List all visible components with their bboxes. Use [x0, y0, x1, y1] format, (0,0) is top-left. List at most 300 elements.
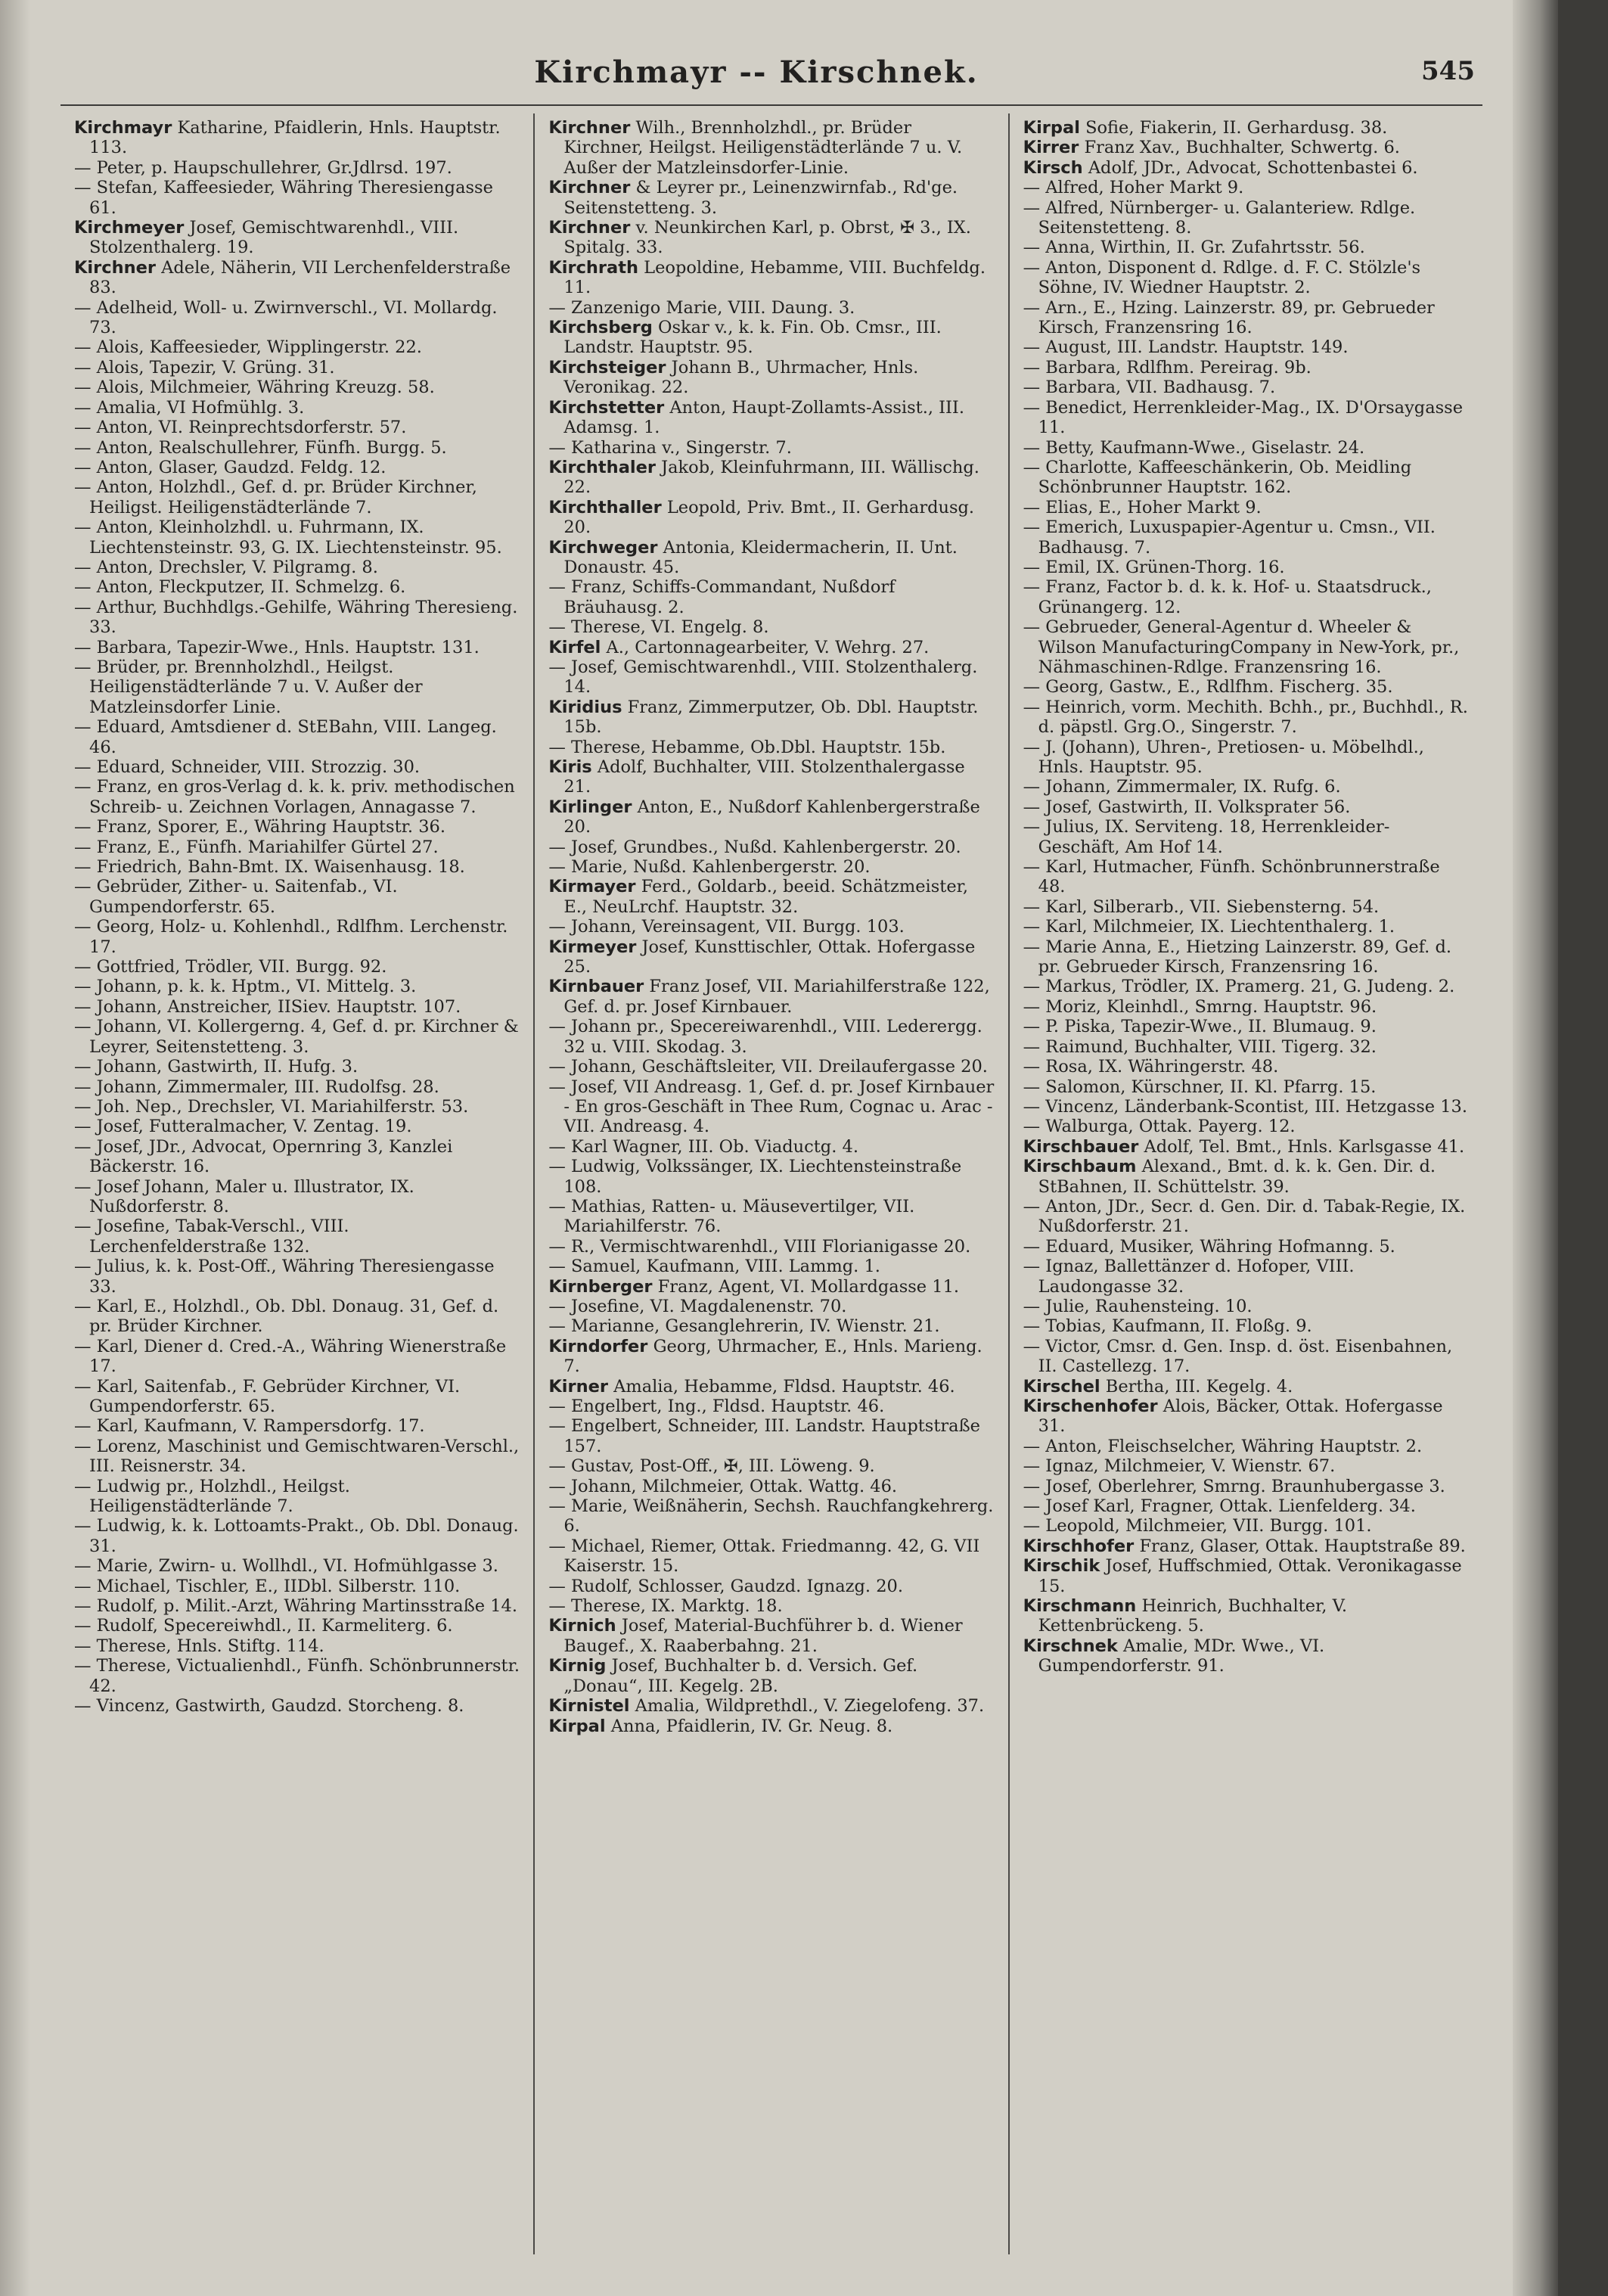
directory-entry — [1023, 1397, 1469, 1437]
entry-surname: Kirchner — [74, 257, 156, 278]
directory-entry — [1023, 1197, 1469, 1237]
entry-surname: Kirchweger — [548, 537, 658, 558]
entry-text: Amalia, Wildprethdl., V. Ziegelofeng. 37. — [635, 1696, 985, 1717]
header-rule — [61, 104, 1482, 106]
entry-surname: Kirschik — [1023, 1556, 1100, 1577]
directory-entry — [1023, 198, 1469, 238]
entry-text: — Johann, Milchmeier, Ottak. Wattg. 46. — [548, 1476, 898, 1496]
directory-entry — [74, 757, 520, 777]
entry-text: — Barbara, VII. Badhausg. 7. — [1023, 377, 1276, 398]
directory-entry — [548, 1416, 994, 1456]
directory-entry — [74, 1377, 520, 1417]
entry-text: — Emil, IX. Grünen-Thorg. 16. — [1023, 557, 1285, 577]
entry-text: Anton, E., Nußdorf Kahlenbergerstraße 20. — [563, 797, 980, 837]
entry-text: — Karl Wagner, III. Ob. Viaductg. 4. — [548, 1136, 858, 1157]
entry-text: — Ludwig, Volkssänger, IX. Liechtensteinstraße 108. — [548, 1157, 962, 1197]
directory-entry — [74, 1616, 520, 1636]
entry-text: — Raimund, Buchhalter, VIII. Tigerg. 32. — [1023, 1036, 1377, 1057]
entry-text: — Anton, Drechsler, V. Pilgramg. 8. — [74, 557, 378, 577]
entry-text: — Alois, Tapezir, V. Grüng. 31. — [74, 357, 335, 377]
entry-text: — Eduard, Amtsdiener d. StEBahn, VIII. Langeg. 46. — [74, 717, 497, 757]
entry-text: — Barbara, Tapezir-Wwe., Hnls. Hauptstr. 131. — [74, 637, 480, 657]
entry-text: — Vincenz, Gastwirth, Gaudzd. Storcheng. 8. — [74, 1696, 464, 1717]
directory-entry — [548, 977, 994, 1017]
directory-entry — [548, 218, 994, 258]
directory-entry — [1023, 1257, 1469, 1297]
directory-entry — [548, 1717, 994, 1736]
directory-entry — [74, 358, 520, 377]
entry-text: — Markus, Trödler, IX. Pramerg. 21, G. Judeng. 2. — [1023, 977, 1455, 997]
entry-text: — Anton, Disponent d. Rdlge. d. F. C. Stölzle's Söhne, IV. Wiedner Hauptstr. 2. — [1023, 257, 1421, 298]
directory-entry — [74, 877, 520, 917]
directory-entry — [548, 438, 994, 458]
directory-entry — [548, 1077, 994, 1137]
directory-entry — [1023, 1516, 1469, 1536]
entry-text: — Franz, Factor b. d. k. k. Hof- u. Staatsdruck., Grünangerg. 12. — [1023, 577, 1432, 617]
directory-entry — [74, 777, 520, 817]
entry-text: — Franz, en gros-Verlag d. k. k. priv. methodischen Schreib- u. Zeichnen Vorlagen, Annagasse 7. — [74, 777, 515, 817]
entry-text: v. Neunkirchen Karl, p. Obrst, ✠ 3., IX. Spitalg. 33. — [563, 218, 971, 258]
entry-text: — Alois, Kaffeesieder, Wipplingerstr. 22. — [74, 337, 422, 358]
entry-text: — Julius, IX. Serviteng. 18, Herrenkleider-Geschäft, Am Hof 14. — [1023, 817, 1390, 857]
directory-entry — [548, 617, 994, 637]
entry-surname: Kirschenhofer — [1023, 1397, 1158, 1416]
directory-entry — [74, 977, 520, 996]
entry-text: — Lorenz, Maschinist und Gemischtwaren-Verschl., III. Reisnerstr. 34. — [74, 1436, 520, 1477]
directory-entry — [74, 558, 520, 577]
entry-text: — Walburga, Ottak. Payerg. 12. — [1023, 1117, 1296, 1137]
directory-entry — [548, 1397, 994, 1416]
directory-entry — [548, 1197, 994, 1237]
entry-text: — Josefine, Tabak-Verschl., VIII. Lerchenfelderstraße 132. — [74, 1216, 349, 1257]
directory-entry — [1023, 138, 1469, 157]
directory-entry — [1023, 1556, 1469, 1596]
directory-entry — [74, 1017, 520, 1057]
entry-text: — Gottfried, Trödler, VII. Burgg. 92. — [74, 957, 387, 977]
entry-text: — Victor, Cmsr. d. Gen. Insp. d. öst. Eisenbahnen, II. Castellezg. 17. — [1023, 1336, 1453, 1377]
directory-entry — [1023, 997, 1469, 1017]
entry-surname: Kirschhofer — [1023, 1536, 1135, 1556]
entry-text: — Ignaz, Ballettänzer d. Hofoper, VIII. Laudongasse 32. — [1023, 1257, 1355, 1297]
directory-entry — [1023, 1437, 1469, 1456]
directory-entry — [1023, 1377, 1469, 1397]
directory-entry — [1023, 298, 1469, 338]
directory-entry — [74, 1057, 520, 1077]
page-title: Kirchmayr -- Kirschnek. — [534, 54, 979, 90]
directory-entry — [548, 1496, 994, 1536]
entry-text: — Adelheid, Woll- u. Zwirnverschl., VI. Mollardg. 73. — [74, 297, 498, 338]
entry-text: — Josef, Gastwirth, II. Volksprater 56. — [1023, 797, 1351, 817]
directory-entry — [1023, 1157, 1469, 1197]
directory-entry — [1023, 358, 1469, 377]
entry-text: — Therese, VI. Engelg. 8. — [548, 617, 769, 638]
directory-entry — [548, 118, 994, 178]
directory-entry — [1023, 937, 1469, 977]
directory-entry — [548, 837, 994, 857]
directory-entry — [74, 1696, 520, 1716]
entry-text: — Brüder, pr. Brennholzhdl., Heilgst. Heiligenstädterlände 7 u. V. Außer der Matzleinsdorfer Linie. — [74, 657, 423, 717]
directory-entry — [74, 178, 520, 218]
directory-entry — [74, 997, 520, 1017]
entry-text: — Arn., E., Hzing. Lainzerstr. 89, pr. Gebrueder Kirsch, Franzensring 16. — [1023, 297, 1435, 338]
directory-entry — [74, 1556, 520, 1576]
entry-surname: Kirfel — [548, 637, 601, 657]
directory-entry — [548, 1297, 994, 1316]
entry-text: — Engelbert, Ing., Fldsd. Hauptstr. 46. — [548, 1397, 885, 1416]
entry-surname: Kirmeyer — [548, 937, 637, 957]
directory-entry — [548, 1377, 994, 1397]
directory-entry — [74, 398, 520, 418]
entry-text: — Georg, Holz- u. Kohlenhdl., Rdlfhm. Lerchenstr. 17. — [74, 917, 508, 957]
directory-entry — [74, 1477, 520, 1517]
directory-entry — [74, 817, 520, 837]
entry-text: — Josef, VII Andreasg. 1, Gef. d. pr. Josef Kirnbauer - En gros-Geschäft in Thee Rum, Cognac u. Arac - VII. Andreasg. 4. — [548, 1077, 995, 1137]
entry-text: — Michael, Riemer, Ottak. Friedmanng. 42, G. VII Kaiserstr. 15. — [548, 1536, 980, 1577]
directory-entry — [1023, 1097, 1469, 1117]
entry-text: — Leopold, Milchmeier, VII. Burgg. 101. — [1023, 1516, 1372, 1536]
directory-entry — [1023, 1057, 1469, 1077]
entry-text: — Karl, Kaufmann, V. Rampersdorfg. 17. — [74, 1416, 425, 1437]
directory-entry — [74, 418, 520, 437]
entry-text: Oskar v., k. k. Fin. Ob. Cmsr., III. Landstr. Hauptstr. 95. — [563, 318, 942, 358]
directory-entry — [548, 1456, 994, 1476]
entry-surname: Kirchner — [548, 218, 631, 238]
entry-text: Amalia, Hebamme, Fldsd. Hauptstr. 46. — [613, 1376, 955, 1397]
directory-entry — [1023, 238, 1469, 257]
entry-surname: Kirpal — [1023, 118, 1080, 138]
directory-entry — [74, 917, 520, 957]
entry-text: — Marie, Nußd. Kahlenbergerstr. 20. — [548, 857, 871, 878]
entry-text: — Gebrueder, General-Agentur d. Wheeler & Wilson ManufacturingCompany in New-York, pr., Nähmaschinen-Rdlge. Franzensring 16. — [1023, 617, 1460, 677]
entry-text: — Karl, Hutmacher, Fünfh. Schönbrunnerstraße 48. — [1023, 857, 1440, 897]
entry-text: — Tobias, Kaufmann, II. Floßg. 9. — [1023, 1316, 1312, 1337]
entry-text: — Betty, Kaufmann-Wwe., Giselastr. 24. — [1023, 437, 1365, 458]
entry-text: — Michael, Tischler, E., IIDbl. Silberstr. 110. — [74, 1576, 461, 1596]
entry-text: A., Cartonnagearbeiter, V. Wehrg. 27. — [606, 637, 930, 657]
entry-text: — Karl, Silberarb., VII. Siebensterng. 54. — [1023, 896, 1380, 917]
entry-text: — Johann, Zimmermaler, III. Rudolfsg. 28. — [74, 1077, 439, 1097]
running-header — [0, 54, 1513, 100]
entry-surname: Kirnberger — [548, 1276, 653, 1297]
directory-entry — [548, 1536, 994, 1577]
directory-entry — [74, 1437, 520, 1477]
directory-entry — [1023, 1237, 1469, 1257]
directory-entry — [1023, 398, 1469, 438]
entry-text: — J. (Johann), Uhren-, Pretiosen- u. Möbelhdl., Hnls. Hauptstr. 95. — [1023, 737, 1424, 777]
entry-text: — Stefan, Kaffeesieder, Währing Theresiengasse 61. — [74, 178, 493, 218]
directory-entry — [1023, 1137, 1469, 1157]
directory-entry — [1023, 158, 1469, 178]
entry-text: — Engelbert, Schneider, III. Landstr. Hauptstraße 157. — [548, 1416, 980, 1456]
entry-text: — Anton, Glaser, Gaudzd. Feldg. 12. — [74, 457, 386, 477]
directory-entry — [548, 1237, 994, 1257]
entry-surname: Kirmayer — [548, 877, 636, 897]
directory-entry — [548, 797, 994, 837]
entry-surname: Kirchrath — [548, 257, 638, 278]
entry-text: — Johann, Geschäftsleiter, VII. Dreilaufergasse 20. — [548, 1057, 988, 1077]
entry-text: — Barbara, Rdlfhm. Pereirag. 9b. — [1023, 357, 1312, 377]
entry-text: — Mathias, Ratten- u. Mäusevertilger, VII. Mariahilferstr. 76. — [548, 1196, 915, 1237]
entry-text: Josef, Material-Buchführer b. d. Wiener Baugef., X. Raaberbahng. 21. — [563, 1616, 963, 1656]
entry-text: — Elias, E., Hoher Markt 9. — [1023, 497, 1262, 517]
directory-entry — [74, 1257, 520, 1297]
entry-text: — Anton, Kleinholzhdl. u. Fuhrmann, IX. Liechtensteinstr. 93, G. IX. Liechtensteinstr. 95. — [74, 517, 502, 558]
entry-surname: Kirchmeyer — [74, 218, 185, 238]
directory-entry — [548, 1616, 994, 1656]
directory-entry — [74, 1656, 520, 1696]
directory-entry — [548, 1337, 994, 1377]
directory-entry — [548, 1696, 994, 1716]
page-number: 545 — [1421, 56, 1475, 86]
entry-text: — Karl, Diener d. Cred.-A., Währing Wienerstraße 17. — [74, 1336, 507, 1377]
directory-entry — [548, 1137, 994, 1157]
column-1 — [61, 113, 533, 2254]
directory-entry — [1023, 857, 1469, 897]
entry-text: — Arthur, Buchhdlgs.-Gehilfe, Währing Theresieng. 33. — [74, 597, 518, 638]
directory-entry — [1023, 178, 1469, 197]
entry-text: — Johann, Anstreicher, IISiev. Hauptstr. 107. — [74, 996, 461, 1017]
entry-text: — Anton, Holzhdl., Gef. d. pr. Brüder Kirchner, Heiligst. Heiligenstädterlände 7. — [74, 477, 477, 517]
entry-text: — Marie, Zwirn- u. Wollhdl., VI. Hofmühlgasse 3. — [74, 1556, 498, 1577]
directory-entry — [74, 657, 520, 717]
entry-text: — Josef Karl, Fragner, Ottak. Lienfelderg. 34. — [1023, 1496, 1416, 1517]
entry-surname: Kirchsteiger — [548, 357, 666, 377]
entry-surname: Kirschmann — [1023, 1596, 1137, 1617]
entry-text: — Eduard, Musiker, Währing Hofmanng. 5. — [1023, 1236, 1395, 1257]
entry-text: — Katharina v., Singerstr. 7. — [548, 437, 792, 458]
entry-text: Alexand., Bmt. d. k. k. Gen. Dir. d. StBahnen, II. Schüttelstr. 39. — [1038, 1157, 1436, 1197]
directory-entry — [548, 398, 994, 438]
directory-entry — [548, 1157, 994, 1197]
directory-entry — [548, 1477, 994, 1496]
entry-text: — Johann, Vereinsagent, VII. Burgg. 103. — [548, 917, 905, 937]
entry-surname: Kirrer — [1023, 138, 1079, 158]
entry-text: Franz Josef, VII. Mariahilferstraße 122, Gef. d. pr. Josef Kirnbauer. — [563, 977, 990, 1017]
entry-text: — Rosa, IX. Währingerstr. 48. — [1023, 1057, 1279, 1077]
entry-text: — Amalia, VI Hofmühlg. 3. — [74, 397, 305, 418]
entry-text: — Therese, Hebamme, Ob.Dbl. Hauptstr. 15b. — [548, 737, 946, 757]
directory-entry — [1023, 1337, 1469, 1377]
entry-text: Heinrich, Buchhalter, V. Kettenbrückeng. 5. — [1038, 1596, 1348, 1636]
directory-entry — [1023, 1496, 1469, 1516]
entry-text: — Moriz, Kleinhdl., Smrng. Hauptstr. 96. — [1023, 996, 1377, 1017]
directory-entry — [1023, 1536, 1469, 1556]
directory-entry — [74, 1297, 520, 1337]
directory-entry — [74, 258, 520, 298]
entry-text: Anton, Haupt-Zollamts-Assist., III. Adamsg. 1. — [563, 397, 964, 438]
directory-entry — [548, 657, 994, 697]
entry-text: — Ludwig, k. k. Lottoamts-Prakt., Ob. Dbl. Donaug. 31. — [74, 1516, 519, 1556]
entry-text: Josef, Huffschmied, Ottak. Veronikagasse 15. — [1038, 1556, 1462, 1596]
directory-entry — [74, 1577, 520, 1596]
directory-entry — [1023, 1017, 1469, 1036]
entry-text: Johann B., Uhrmacher, Hnls. Veronikag. 22. — [563, 357, 919, 398]
entry-text: — Julius, k. k. Post-Off., Währing Theresiengasse 33. — [74, 1257, 495, 1297]
entry-text: Josef, Kunsttischler, Ottak. Hofergasse 25. — [563, 937, 976, 977]
entry-text: Franz, Zimmerputzer, Ob. Dbl. Hauptstr. 15b. — [563, 697, 979, 738]
entry-text: — Josef, Gemischtwarenhdl., VIII. Stolzenthalerg. 14. — [548, 657, 978, 697]
entry-text: — Ignaz, Milchmeier, V. Wienstr. 67. — [1023, 1456, 1336, 1477]
entry-surname: Kirnich — [548, 1616, 616, 1636]
directory-entry — [548, 1316, 994, 1336]
entry-text: — Anton, JDr., Secr. d. Gen. Dir. d. Tabak-Regie, IX. Nußdorferstr. 21. — [1023, 1196, 1466, 1237]
entry-surname: Kirsch — [1023, 157, 1083, 178]
directory-entry — [548, 857, 994, 877]
entry-text: — Alfred, Nürnberger- u. Galanteriew. Rdlge. Seitenstetteng. 8. — [1023, 197, 1416, 238]
entry-surname: Kirchner — [548, 118, 631, 138]
directory-entry — [1023, 1037, 1469, 1057]
directory-entry — [548, 318, 994, 358]
entry-text: Georg, Uhrmacher, E., Hnls. Marieng. 7. — [563, 1336, 982, 1377]
entry-surname: Kirchner — [548, 178, 631, 198]
directory-entry — [1023, 377, 1469, 397]
directory-entry — [1023, 1117, 1469, 1136]
entry-text: — Julie, Rauhensteing. 10. — [1023, 1296, 1253, 1316]
directory-entry — [74, 1077, 520, 1097]
directory-entry — [1023, 118, 1469, 138]
directory-entry — [1023, 677, 1469, 697]
page-edge-shadow — [1513, 0, 1558, 2296]
entry-text: Amalie, MDr. Wwe., VI. Gumpendorferstr. 91. — [1038, 1636, 1325, 1676]
directory-entry — [1023, 498, 1469, 517]
entry-text: — Johann, Gastwirth, II. Hufg. 3. — [74, 1057, 359, 1077]
entry-text: — Alois, Milchmeier, Währing Kreuzg. 58. — [74, 377, 435, 398]
directory-entry — [74, 158, 520, 178]
entry-text: — Rudolf, Schlosser, Gaudzd. Ignazg. 20. — [548, 1576, 904, 1596]
entry-text: — Josef, Futteralmacher, V. Zentag. 19. — [74, 1117, 412, 1137]
directory-entry — [548, 1577, 994, 1596]
directory-entry — [74, 1416, 520, 1436]
directory-entry — [548, 937, 994, 977]
entry-surname: Kirlinger — [548, 797, 632, 817]
directory-entry — [548, 298, 994, 318]
entry-surname: Kirnistel — [548, 1696, 630, 1717]
directory-entry — [74, 638, 520, 657]
entry-text: — Samuel, Kaufmann, VIII. Lammg. 1. — [548, 1257, 880, 1277]
directory-entry — [1023, 258, 1469, 298]
directory-entry — [74, 837, 520, 857]
directory-entry — [1023, 1316, 1469, 1336]
directory-entry — [74, 298, 520, 338]
entry-text: — Karl, E., Holzhdl., Ob. Dbl. Donaug. 31, Gef. d. pr. Brüder Kirchner. — [74, 1296, 499, 1337]
directory-entry — [548, 458, 994, 498]
entry-text: Adolf, Tel. Bmt., Hnls. Karlsgasse 41. — [1144, 1136, 1465, 1157]
entry-text: — August, III. Landstr. Hauptstr. 149. — [1023, 337, 1349, 358]
entry-text: — Josefine, VI. Magdalenenstr. 70. — [548, 1296, 847, 1316]
entry-text: Franz Xav., Buchhalter, Schwertg. 6. — [1084, 138, 1400, 158]
directory-entry — [1023, 1297, 1469, 1316]
entry-text: — Marie, Weißnäherin, Sechsh. Rauchfangkehrerg. 6. — [548, 1496, 994, 1536]
entry-text: — Franz, E., Fünfh. Mariahilfer Gürtel 27. — [74, 837, 439, 857]
entry-text: — Benedict, Herrenkleider-Mag., IX. D'Orsaygasse 11. — [1023, 397, 1464, 438]
directory-entry — [1023, 337, 1469, 357]
entry-text: Adolf, Buchhalter, VIII. Stolzenthalergasse 21. — [563, 757, 965, 797]
entry-text: — Emerich, Luxuspapier-Agentur u. Cmsn., VII. Badhausg. 7. — [1023, 517, 1436, 558]
entry-text: Bertha, III. Kegelg. 4. — [1105, 1376, 1293, 1397]
directory-entry — [548, 538, 994, 578]
entry-surname: Kirchmayr — [74, 118, 172, 138]
entry-text: Franz, Agent, VI. Mollardgasse 11. — [657, 1276, 960, 1297]
entry-text: — Peter, p. Haupschullehrer, Gr.Jdlrsd. 197. — [74, 157, 452, 178]
entry-text: — Gebrüder, Zither- u. Saitenfab., VI. Gumpendorferstr. 65. — [74, 877, 398, 917]
directory-entry — [74, 1137, 520, 1177]
entry-surname: Kiris — [548, 757, 592, 777]
entry-surname: Kirschbaum — [1023, 1157, 1137, 1177]
directory-entry — [74, 957, 520, 977]
entry-text: — Marie Anna, E., Hietzing Lainzerstr. 89, Gef. d. pr. Gebrueder Kirsch, Franzensring 16. — [1023, 937, 1452, 977]
directory-entry — [74, 218, 520, 258]
directory-entry — [548, 1017, 994, 1057]
directory-entry — [1023, 458, 1469, 498]
directory-entry — [74, 458, 520, 477]
directory-entry — [548, 738, 994, 757]
entry-surname: Kirchthaler — [548, 457, 656, 477]
entry-text: — Therese, Hnls. Stiftg. 114. — [74, 1636, 324, 1656]
directory-entry — [548, 1057, 994, 1077]
directory-entry — [548, 877, 994, 917]
directory-entry — [1023, 817, 1469, 857]
directory-entry — [548, 1277, 994, 1297]
directory-entry — [74, 598, 520, 638]
entry-surname: Kirschnek — [1023, 1636, 1118, 1656]
directory-entry — [1023, 517, 1469, 558]
directory-entry — [548, 358, 994, 398]
entry-text: — Friedrich, Bahn-Bmt. IX. Waisenhausg. 18. — [74, 857, 465, 878]
entry-text: — Ludwig pr., Holzhdl., Heilgst. Heiligenstädterlände 7. — [74, 1476, 350, 1517]
directory-entry — [1023, 697, 1469, 738]
directory-entry — [548, 1656, 994, 1696]
entry-text: Adele, Näherin, VII Lerchenfelderstraße 83. — [89, 257, 511, 298]
entry-surname: Kiridius — [548, 697, 622, 717]
directory-entry — [548, 638, 994, 657]
entry-text: — Anton, Fleischselcher, Währing Hauptstr. 2. — [1023, 1436, 1423, 1456]
page-gutter — [0, 0, 30, 2296]
directory-entry — [74, 577, 520, 597]
directory-entry — [74, 1596, 520, 1616]
directory-entry — [74, 1636, 520, 1656]
directory-columns — [61, 113, 1482, 2254]
entry-text: Josef, Buchhalter b. d. Versich. Gef. „Donau“, III. Kegelg. 2B. — [563, 1656, 918, 1696]
directory-entry — [548, 1596, 994, 1616]
entry-text: — Josef Johann, Maler u. Illustrator, IX. Nußdorferstr. 8. — [74, 1176, 414, 1216]
entry-text: Antonia, Kleidermacherin, II. Unt. Donaustr. 45. — [563, 537, 958, 577]
directory-entry — [548, 757, 994, 797]
entry-text: — Therese, Victualienhdl., Fünfh. Schönbrunnerstr. 42. — [74, 1656, 520, 1696]
entry-surname: Kirschbauer — [1023, 1136, 1139, 1157]
directory-entry — [548, 577, 994, 617]
entry-text: — Josef, Grundbes., Nußd. Kahlenbergerstr. 20. — [548, 837, 961, 857]
entry-text: Ferd., Goldarb., beeid. Schätzmeister, E., NeuLrchf. Hauptstr. 32. — [563, 877, 969, 917]
column-2 — [533, 113, 1007, 2254]
directory-entry — [74, 1177, 520, 1217]
entry-text: — Joh. Nep., Drechsler, VI. Mariahilferstr. 53. — [74, 1096, 469, 1117]
directory-entry — [548, 697, 994, 738]
directory-entry — [1023, 577, 1469, 617]
entry-text: — Salomon, Kürschner, II. Kl. Pfarrg. 15. — [1023, 1077, 1377, 1097]
directory-entry — [1023, 897, 1469, 917]
directory-entry — [1023, 777, 1469, 797]
entry-text: Adolf, JDr., Advocat, Schottenbastei 6. — [1088, 157, 1418, 178]
entry-text: — Gustav, Post-Off., ✠, III. Löweng. 9. — [548, 1456, 875, 1477]
entry-surname: Kirner — [548, 1376, 608, 1397]
directory-entry — [74, 517, 520, 558]
entry-text: Josef, Gemischtwarenhdl., VIII. Stolzenthalerg. 19. — [89, 218, 459, 258]
entry-text: — Josef, JDr., Advocat, Opernring 3, Kanzlei Bäckerstr. 16. — [74, 1136, 453, 1177]
directory-entry — [1023, 1456, 1469, 1476]
directory-entry — [1023, 917, 1469, 937]
entry-surname: Kirchthaller — [548, 497, 662, 517]
entry-text: — Therese, IX. Marktg. 18. — [548, 1596, 783, 1617]
